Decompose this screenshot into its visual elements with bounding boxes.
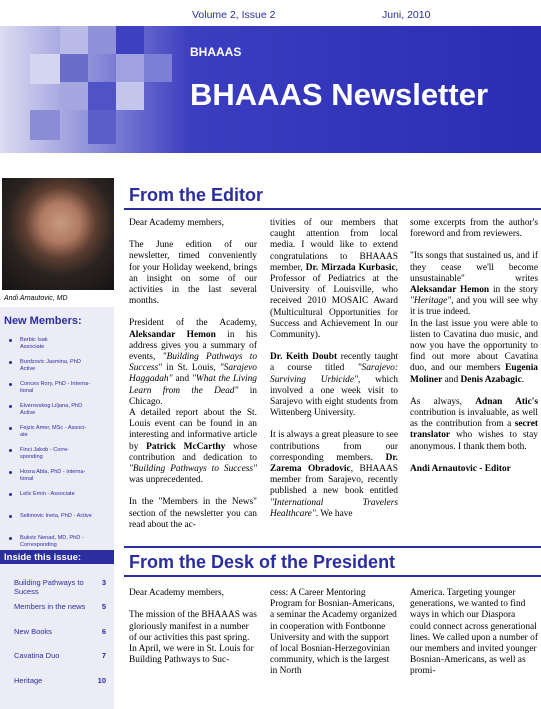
toc-item[interactable] bbox=[14, 578, 106, 596]
name: Dr. Keith Doubt bbox=[270, 352, 338, 363]
text: As always, bbox=[410, 396, 476, 407]
name: Aleksandar Hemon bbox=[410, 285, 490, 296]
text: , Professor of Pediatrics at the University of Louisville, who received 2010 MOSAIC Award (Multicultural Opportunities for Success and Achievement In our Community). bbox=[270, 262, 399, 341]
paragraph: In the "Members in the News" section of the newsletter you can read about the ac- bbox=[129, 497, 257, 530]
member-name: Finci Jakob - Corre- sponding bbox=[20, 447, 70, 461]
toc-label: Building Pathways to Sucess bbox=[14, 578, 84, 596]
toc-item[interactable] bbox=[14, 676, 106, 685]
toc-item[interactable] bbox=[14, 602, 106, 611]
salutation: Dear Academy members, bbox=[129, 218, 225, 228]
list-item bbox=[6, 469, 112, 491]
issue-date: Juni, 2010 bbox=[382, 9, 431, 21]
text: was unprecedented. bbox=[129, 475, 203, 486]
toc-label: Members in the news bbox=[14, 602, 86, 611]
name: Adnan Atic's bbox=[475, 396, 538, 407]
issue-volume: Volume 2, Issue 2 bbox=[192, 9, 276, 21]
president-rule bbox=[124, 575, 541, 577]
text: . We have bbox=[315, 508, 353, 519]
member-name: Conces Rory, PhD - Interna- tional bbox=[20, 381, 91, 395]
editor-signature bbox=[410, 464, 538, 475]
name: Denis Azabagic bbox=[460, 374, 522, 385]
toc-item[interactable] bbox=[14, 651, 106, 660]
name: Dr. Zarema Obradovic bbox=[270, 452, 398, 475]
new-members-title: New Members: bbox=[4, 315, 82, 327]
member-name: Berbic Isak Associate bbox=[20, 337, 48, 351]
paragraph: some excerpts from the author's foreword and from reviewers. bbox=[410, 218, 538, 240]
member-name: Fejzic Amer, MSc - Associ- ate bbox=[20, 425, 87, 439]
editor-heading: From the Editor bbox=[129, 185, 263, 205]
toc-item[interactable] bbox=[14, 627, 106, 636]
text: tivities of our members that caught attention from local media. I would like to extend congratulations to BHAAAS member, bbox=[270, 218, 398, 273]
title-ref: "Heritage" bbox=[410, 296, 452, 307]
editor-column-2 bbox=[270, 218, 398, 531]
member-name: Burdzovic Jasmina, PhD Active bbox=[20, 359, 81, 373]
paragraph bbox=[270, 352, 398, 419]
text: and bbox=[172, 374, 192, 385]
member-name: Elverovskog Liljana, PhD Active bbox=[20, 403, 83, 417]
paragraph bbox=[270, 218, 398, 341]
new-members-list bbox=[6, 337, 112, 557]
name: Aleksandar Hemon bbox=[129, 329, 216, 340]
list-item bbox=[6, 381, 112, 403]
title-ref: "Building Pathways to Success" bbox=[129, 352, 258, 374]
text: and bbox=[442, 374, 461, 385]
inside-issue-title: Inside this issue: bbox=[4, 552, 82, 563]
member-name: Hosra Abla, PhD - interna- tional bbox=[20, 469, 86, 483]
list-item bbox=[6, 513, 112, 535]
title-ref: "Sarajevo: Surviving Urbicide" bbox=[270, 363, 398, 385]
text: "Its songs that sustained us, and if they cease we'll become unsustainable" writes bbox=[410, 251, 538, 284]
toc-label: New Books bbox=[14, 627, 52, 636]
paragraph bbox=[410, 319, 538, 386]
paragraph bbox=[410, 397, 538, 453]
paragraph bbox=[129, 318, 257, 408]
name: Dr. Mirzada Kurbasic bbox=[305, 262, 396, 273]
list-item bbox=[6, 491, 112, 513]
toc-page: 3 bbox=[101, 578, 106, 587]
president-column-2: cess: A Career Mentoring Program for Bosnian-Americans, a seminar the Academy organized in cooperation with Fontbonne University and with the support of local Bosnian-Herzegovinian community, which is the largest in North bbox=[270, 588, 397, 677]
member-name: Bukvic Nenad, MD, PhD - Corresponding bbox=[20, 535, 84, 549]
president-heading: From the Desk of the President bbox=[129, 552, 396, 572]
name: Patrick McCarthy bbox=[146, 441, 226, 452]
photo-caption: Andi Arnautovic, MD bbox=[4, 295, 68, 302]
text: in his address gives you a summary of events, bbox=[129, 329, 257, 363]
name: secret translator bbox=[410, 419, 538, 441]
paragraph bbox=[129, 408, 257, 486]
toc-label: Cavatina Duo bbox=[14, 651, 60, 660]
org-name: BHAAAS bbox=[190, 45, 242, 59]
editor-rule bbox=[124, 208, 541, 210]
text: in the story bbox=[489, 285, 539, 296]
list-item bbox=[6, 447, 112, 469]
text: In the last issue you were able to listen to Cavatina duo music, and now you have the opportunity to find out more about Cavatina duo, and our members bbox=[410, 318, 538, 374]
list-item bbox=[6, 337, 112, 359]
signature: Andi Arnautovic - Editor bbox=[410, 463, 511, 474]
title-ref: "International Travelers Healthcare" bbox=[270, 497, 398, 519]
paragraph: The June edition of our newsletter, timed conveniently for your Holiday weekend, brings an insight on some of our activities in the last several months. bbox=[129, 240, 257, 307]
list-item bbox=[6, 425, 112, 447]
president-column-1: Dear Academy members, The mission of the BHAAAS was gloriously manifest in a number of our activities this past spring. In April, we were in St. Louis for Building Pathways to Suc- bbox=[129, 588, 257, 666]
text: A detailed report about the St. Louis event can be found in an interesting and informative article by bbox=[129, 408, 257, 452]
text: President of the Academy, bbox=[129, 318, 257, 329]
name: Eugenia Moliner bbox=[410, 363, 538, 385]
text: whose contribution and dedication to bbox=[129, 441, 257, 463]
toc-label: Heritage bbox=[14, 676, 43, 685]
text: recently taught a course titled bbox=[270, 352, 398, 374]
toc-page: 7 bbox=[101, 651, 106, 660]
text: , which involved a one week visit to Sarajevo with eight students from Wittenberg University. bbox=[270, 374, 398, 419]
paragraph bbox=[270, 430, 398, 520]
member-name: Lelic Emin - Associate bbox=[20, 491, 75, 497]
text: It is always a great pleasure to see contributions from our corresponding members. bbox=[270, 430, 398, 463]
toc-page: 5 bbox=[101, 602, 106, 611]
member-name: Selimovic Ineta, PhD - Active bbox=[20, 513, 92, 519]
text: , and you will see why it is true indeed. bbox=[410, 296, 538, 318]
editor-column-3 bbox=[410, 218, 538, 486]
text: contribution is invaluable, as well as the contribution from a bbox=[410, 408, 538, 430]
list-item bbox=[6, 403, 112, 425]
text: . bbox=[521, 374, 525, 385]
text: in Chicago. bbox=[129, 385, 257, 407]
title-ref: "Sarajevo Haggadah" bbox=[129, 363, 257, 385]
paragraph bbox=[410, 251, 538, 318]
president-rule-top bbox=[124, 546, 541, 548]
newsletter-title: BHAAAS Newsletter bbox=[190, 77, 489, 112]
toc-page: 10 bbox=[97, 676, 106, 685]
editor-column-1 bbox=[129, 218, 257, 542]
title-ref: "What the Living Learn from the Dead" bbox=[129, 374, 257, 396]
title-ref: "Building Pathways to Success" bbox=[129, 464, 257, 475]
list-item bbox=[6, 359, 112, 381]
toc-page: 6 bbox=[101, 627, 106, 636]
editor-photo bbox=[2, 178, 114, 290]
text: , BHAAAS member from Sarajevo, recently published a new book entitled bbox=[270, 464, 398, 497]
text: who wishes to stay anonymous. I thank them both. bbox=[410, 430, 538, 452]
text: in St. Louis, bbox=[162, 363, 220, 374]
president-column-3: America. Targeting younger generations, we wanted to find ways in which our Diaspora could connect across generational lines. We called upon a number of our members and invited younger Bosnian-Americans, as well as promi- bbox=[410, 588, 538, 677]
